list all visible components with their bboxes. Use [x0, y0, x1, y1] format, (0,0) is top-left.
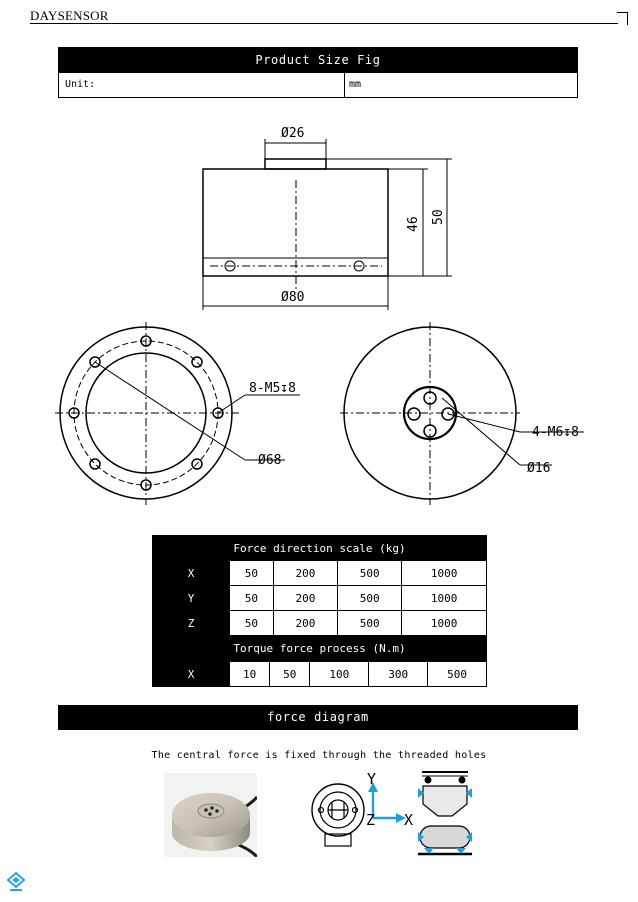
- table-row: [153, 586, 487, 611]
- unit-row: [58, 73, 578, 98]
- value-cell: 50: [230, 586, 274, 611]
- dim-h2-label: 50: [431, 209, 446, 225]
- dim-bottom-label: Ø80: [281, 290, 305, 305]
- value-cell: 500: [338, 586, 402, 611]
- value-cell: 200: [273, 611, 337, 636]
- table-row: [153, 611, 487, 636]
- axis-cell: X: [153, 662, 230, 687]
- left-pcd-label: Ø68: [258, 453, 282, 468]
- axis-diagram: [300, 768, 480, 860]
- value-cell: 1000: [402, 586, 487, 611]
- footer-logo-icon: [7, 872, 25, 892]
- value-cell: 300: [369, 662, 428, 687]
- value-cell: 200: [273, 586, 337, 611]
- value-cell: 1000: [402, 611, 487, 636]
- top-threaded-holes: [408, 392, 454, 437]
- axis-cell: Z: [153, 611, 230, 636]
- value-cell: 10: [230, 662, 270, 687]
- torque-table: [152, 661, 487, 687]
- table-row: [153, 662, 487, 687]
- table-row: [153, 561, 487, 586]
- dim-top-label: Ø26: [281, 126, 305, 141]
- scale-table: [152, 535, 487, 661]
- right-hole-label: 4-M6↧8: [532, 425, 579, 440]
- left-hole-label: 8-M5↧8: [249, 381, 296, 396]
- value-cell: 200: [273, 561, 337, 586]
- value-cell: 500: [428, 662, 487, 687]
- torque-title: Torque force process (N.m): [153, 636, 487, 661]
- value-cell: 50: [230, 611, 274, 636]
- axis-x-label: X: [404, 811, 414, 829]
- axis-cell: X: [153, 561, 230, 586]
- value-cell: 500: [338, 611, 402, 636]
- axis-cell: Y: [153, 586, 230, 611]
- corner-mark: [617, 12, 628, 25]
- value-cell: 50: [230, 561, 274, 586]
- value-cell: 100: [310, 662, 369, 687]
- value-cell: 500: [338, 561, 402, 586]
- unit-label: Unit:: [59, 73, 345, 97]
- value-cell: 1000: [402, 561, 487, 586]
- unit-value: mm: [349, 79, 362, 90]
- header-rule: [30, 23, 618, 24]
- force-diagram-caption: The central force is fixed through the threaded holes: [151, 750, 487, 761]
- brand-name: DAYSENSOR: [30, 8, 109, 23]
- product-photo: [164, 773, 257, 857]
- product-size-header: [58, 47, 578, 73]
- dim-h1-label: 46: [406, 216, 421, 232]
- force-diagram-header: [58, 705, 578, 730]
- side-view-top-boss: [265, 159, 326, 169]
- axis-z-label: Z: [366, 811, 376, 829]
- axis-y-label: Y: [367, 770, 377, 788]
- right-dia-label: Ø16: [527, 461, 551, 476]
- force-title: Force direction scale (kg): [153, 536, 487, 561]
- force-diagram-title: force diagram: [267, 710, 369, 724]
- dimension-drawing: [0, 110, 638, 530]
- product-size-title: Product Size Fig: [255, 53, 381, 67]
- value-cell: 50: [270, 662, 310, 687]
